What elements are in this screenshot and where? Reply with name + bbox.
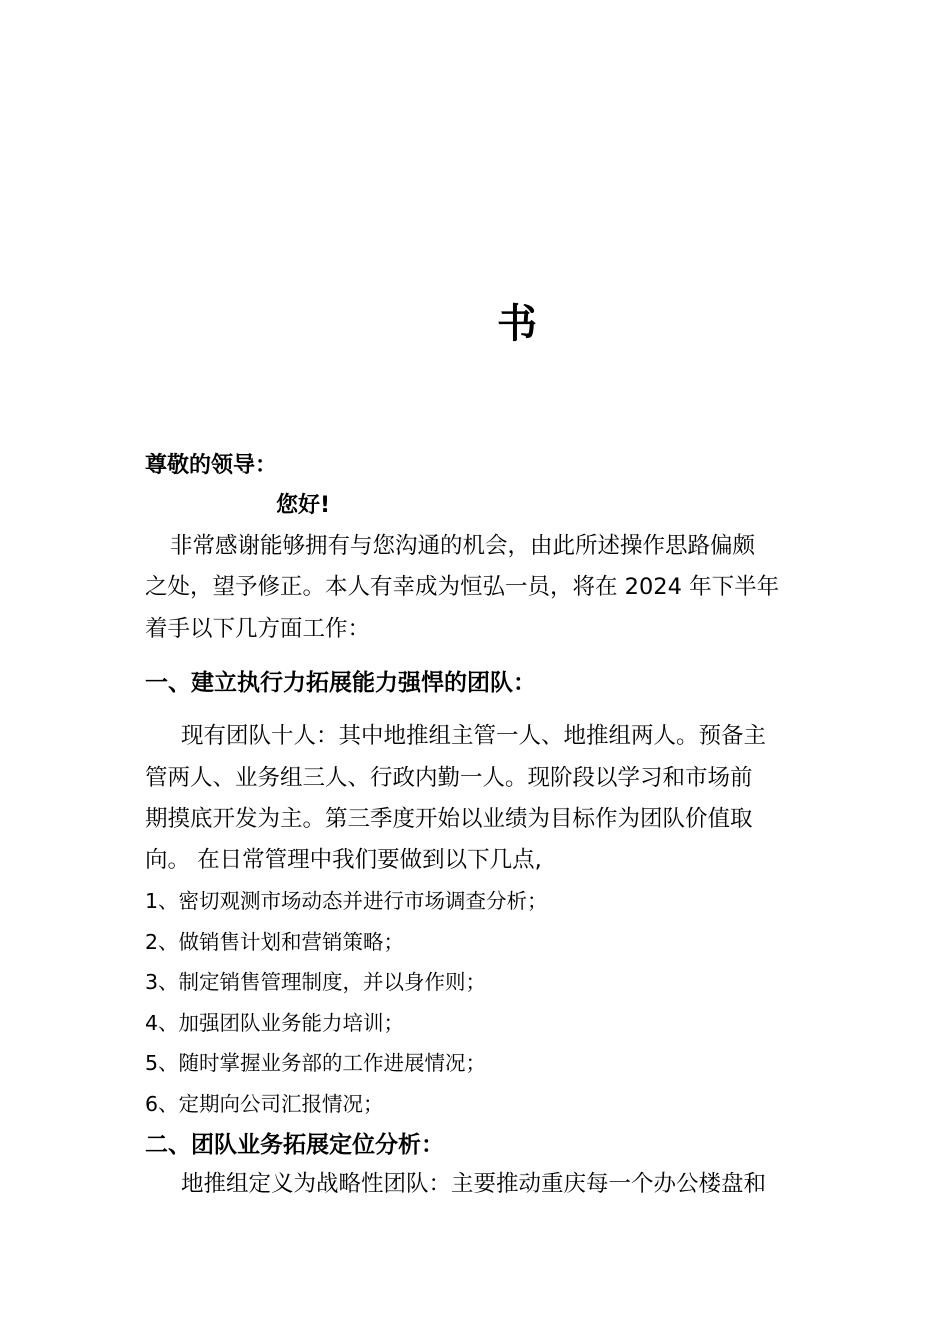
section-1-heading: 一、建立执行力拓展能力强悍的团队：	[145, 670, 536, 696]
section-1-line-3: 期摸底开发为主。第三季度开始以业绩为目标作为团队价值取	[145, 806, 753, 832]
list-item-2: 2、做销售计划和营销策略；	[145, 930, 405, 954]
document-title: 书	[497, 301, 537, 347]
greeting: 您好!	[276, 493, 331, 518]
section-1-line-2: 管两人、业务组三人、行政内勤一人。现阶段以学习和市场前	[145, 765, 753, 791]
section-1-line-1: 现有团队十人：其中地推组主管一人、地推组两人。预备主	[181, 723, 767, 749]
intro-line-2: 之处，望予修正。本人有幸成为恒弘一员，将在 2024 年下半年	[145, 574, 780, 600]
section-1-line-4: 向。 在日常管理中我们要做到以下几点,	[145, 847, 542, 873]
list-item-1: 1、密切观测市场动态并进行市场调查分析；	[145, 889, 548, 913]
section-2-heading: 二、团队业务拓展定位分析：	[145, 1132, 444, 1158]
list-item-3: 3、制定销售管理制度，并以身作则；	[145, 970, 487, 994]
intro-line-3: 着手以下几方面工作：	[145, 616, 371, 642]
section-2-line-1: 地推组定义为战略性团队：主要推动重庆每一个办公楼盘和	[181, 1171, 767, 1197]
intro-line-1: 非常感谢能够拥有与您沟通的机会，由此所述操作思路偏颇	[170, 533, 756, 559]
list-item-6: 6、定期向公司汇报情况；	[145, 1092, 384, 1116]
list-item-4: 4、加强团队业务能力培训；	[145, 1011, 405, 1035]
salutation: 尊敬的领导：	[145, 453, 278, 478]
list-item-5: 5、随时掌握业务部的工作进展情况；	[145, 1051, 487, 1075]
